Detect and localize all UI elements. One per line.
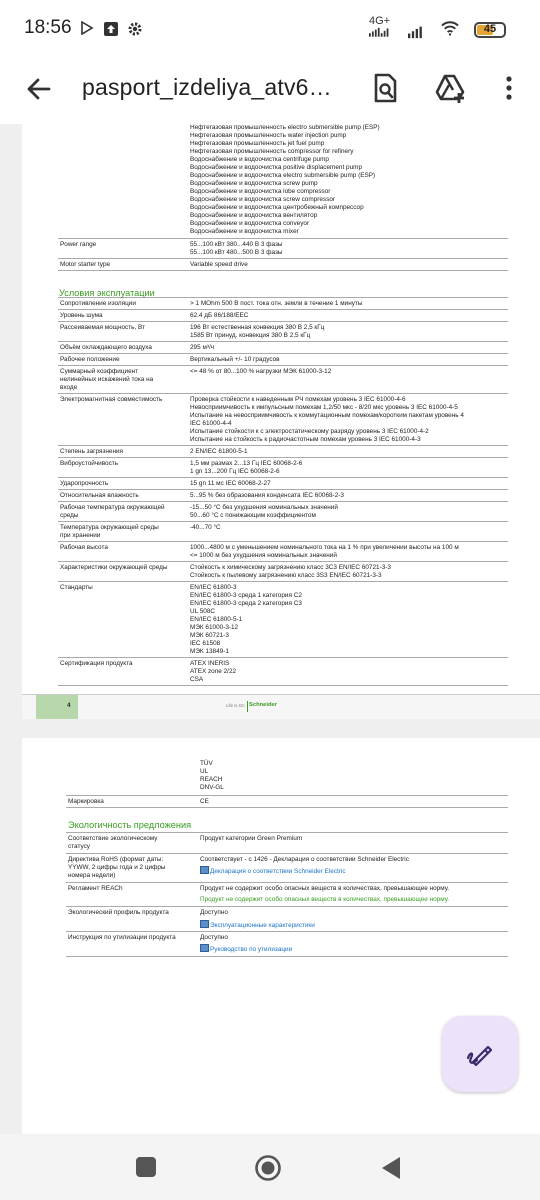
rohs-declaration-link-text: Декларация о соответствии Schneider Electric	[210, 868, 346, 875]
add-to-drive-icon[interactable]	[433, 70, 469, 106]
eco-row-3-green-note: Продукт не содержит особо опасных веществ в количествах, превышающее норму.	[200, 896, 450, 903]
signal-1-icon	[369, 24, 389, 40]
spec-value: 295 м³/ч	[190, 344, 215, 351]
document-link-icon	[200, 866, 209, 874]
spec-value: 55...100 кВт 380...440 В 3 фазы	[190, 241, 283, 248]
application-line: Нефтегазовая промышленность compressor for refinery	[190, 148, 354, 155]
eco-row-2-label-1: Директива RoHS (формат даты:	[68, 856, 164, 863]
battery-icon	[474, 22, 506, 38]
row-divider	[66, 882, 508, 883]
row-divider	[58, 685, 508, 686]
spec-value: Испытание на стойкость к радиочастотным помехам уровень 3 IEC 61000-4-3	[190, 436, 421, 443]
spec-value: Вертикальный +/- 10 градусов	[190, 356, 280, 363]
spec-value: МЭК 61000-3-12	[190, 624, 239, 631]
spec-label: Motor starter type	[60, 261, 111, 268]
spec-label: Сертификация продукта	[60, 660, 133, 667]
spec-value: Испытание стойкости к с электростатическому разряду уровень 3 IEC 61000-4-2	[190, 428, 429, 435]
spec-label: Сопротивление изоляции	[60, 300, 136, 307]
spec-value: 62.4 дБ 86/188/EEC	[190, 312, 249, 319]
eco-row-4-value: Доступно	[200, 909, 228, 916]
row-divider	[58, 258, 508, 259]
spec-label: Рабочая температура окружающей	[60, 504, 165, 511]
spec-value: ATEX INERIS	[190, 660, 230, 667]
spec-value: Проверка стойкости к наведенным РЧ помехам уровень 3 IEC 61000-4-6	[190, 396, 406, 403]
spec-label: Характеристики окружающей среды	[60, 564, 168, 571]
spec-value: 196 Вт естественная конвекция 380 В 2,5 кГц	[190, 324, 325, 331]
row-divider	[58, 321, 508, 322]
row-divider	[58, 270, 508, 271]
row-divider	[58, 309, 508, 310]
row-divider	[58, 457, 508, 458]
spec-value: ATEX zone 2/22	[190, 668, 237, 675]
recycling-guide-link-text: Руководство по утилизации	[210, 946, 293, 953]
row-divider	[58, 521, 508, 522]
spec-value: 50...60 °C с понижающим коэффициентом	[190, 512, 316, 519]
spec-label: Относительная влажность	[60, 492, 139, 499]
spec-label: Рабочее положение	[60, 356, 120, 363]
signal-2-icon	[408, 24, 428, 40]
spec-value: 2 EN/IEC 61800-5-1	[190, 448, 248, 455]
certification-line: REACH	[200, 776, 223, 783]
spec-value: 1,5 мм размах 2...13 Гц IEC 60068-2-6	[190, 460, 303, 467]
pdf-viewer[interactable]	[0, 124, 540, 1134]
application-line: Водоснабжение и водоочистка вентилятор	[190, 212, 318, 219]
spec-value: Испытание на невосприимчивость к коммутационным помехам/коротким пакетам уровень 4	[190, 412, 464, 419]
eco-profile-link-text: Эксплуатационные характеристики	[210, 922, 315, 929]
spec-value: Невосприимчивость к импульсным помехам 1,2/50 мкс - 8/20 мкс уровень 3 IEC 61000-4-5	[190, 404, 458, 411]
system-nav-bar	[0, 1134, 540, 1200]
row-divider	[66, 795, 508, 796]
spec-value: <= 1000 м без ухудшения номинальных значений	[190, 552, 337, 559]
page-footer	[22, 694, 540, 719]
spec-label: входе	[60, 384, 78, 391]
settings-notification-icon	[127, 21, 143, 37]
eco-profile-link[interactable]	[200, 920, 315, 929]
spec-value: МЭК 13849-1	[190, 648, 229, 655]
application-line: Нефтегазовая промышленность electro submersible pump (ESP)	[190, 124, 380, 131]
certification-line: UL	[200, 768, 209, 775]
eco-row-1-label-1: Соответствие экологическому	[68, 835, 158, 842]
spec-value: > 1 MOhm 500 В пост. тока отн. земли в течение 1 минуты	[190, 300, 363, 307]
back-arrow-icon[interactable]	[22, 72, 56, 106]
spec-value: IEC 61508	[190, 640, 221, 647]
eco-row-2-label-3: номера недели)	[68, 872, 116, 879]
spec-label: Объём охлаждающего воздуха	[60, 344, 152, 351]
battery-level: 45	[483, 23, 497, 35]
home-icon[interactable]	[254, 1154, 282, 1182]
row-divider	[58, 581, 508, 582]
application-line: Водоснабжение и водоочистка centrifuge pump	[190, 156, 329, 163]
life-is-on-slogan: Life is On	[226, 703, 245, 708]
spec-value: IEC 61000-4-4	[190, 420, 232, 427]
pdf-page-4	[22, 124, 540, 718]
application-line: Водоснабжение и водоочистка screw compressor	[190, 196, 335, 203]
row-divider	[66, 956, 508, 957]
eco-row-5-label: Инструкция по утилизации продукта	[68, 934, 176, 941]
spec-label: Температура окружающей среды	[60, 524, 159, 531]
application-line: Водоснабжение и водоочистка positive displacement pump	[190, 164, 363, 171]
eco-row-1-label-2: статусу	[68, 843, 90, 850]
application-line: Водоснабжение и водоочистка mixer	[190, 228, 299, 235]
spec-value: 5...95 % без образования конденсата IEC 60068-2-3	[190, 492, 344, 499]
spec-label: Power range	[60, 241, 97, 248]
eco-row-3-label: Регламент REACh	[68, 885, 123, 892]
spec-label: Ударопрочность	[60, 480, 109, 487]
row-divider	[58, 445, 508, 446]
row-divider	[58, 341, 508, 342]
eco-row-3-value: Продукт не содержит особо опасных веществ в количествах, превышающее норму.	[200, 885, 450, 892]
spec-value: Variable speed drive	[190, 261, 248, 268]
wifi-icon	[440, 20, 460, 36]
page-number: 4	[67, 702, 71, 709]
section-title-operating-conditions: Условия эксплуатации	[59, 288, 155, 298]
spec-value: Стойкость к пылевому загрязнению класс 3S3 EN/IEC 60721-3-3	[190, 572, 382, 579]
spec-value: -40...70 °C	[190, 524, 221, 531]
page-number-box	[36, 695, 78, 719]
row-divider	[58, 489, 508, 490]
status-bar	[0, 0, 540, 60]
pen-annotate-icon	[464, 1038, 496, 1070]
status-time: 18:56	[24, 17, 72, 38]
eco-row-5-value: Доступно	[200, 934, 228, 941]
spec-label: Суммарный коэффициент	[60, 368, 139, 375]
certification-line: DNV-GL	[200, 784, 224, 791]
application-line: Нефтегазовая промышленность water injection pump	[190, 132, 347, 139]
document-link-icon	[200, 920, 209, 928]
row-divider	[66, 906, 508, 907]
row-divider	[58, 353, 508, 354]
row-divider	[66, 931, 508, 932]
spec-label: Электромагнитная совместимость	[60, 396, 163, 403]
row-divider	[58, 238, 508, 239]
spec-value: 1000...4800 м с уменьшением номинального тока на 1 % при увеличении высоты на 100 м	[190, 544, 459, 551]
app-bar	[0, 60, 540, 124]
spec-value: Стойкость к химическому загрязнению класс 3C3 EN/IEC 60721-3-3	[190, 564, 391, 571]
spec-value: <= 48 % от 80...100 % нагрузки МЭК 61000-3-12	[190, 368, 332, 375]
spec-label: при хранении	[60, 532, 101, 539]
application-line: Водоснабжение и водоочистка lobe compressor	[190, 188, 331, 195]
eco-row-1-value: Продукт категории Green Premium	[200, 835, 303, 842]
network-type: 4G+	[369, 15, 391, 27]
document-link-icon	[200, 944, 209, 952]
annotate-fab[interactable]	[442, 1016, 518, 1092]
spec-label: нелинейных искажений тока на	[60, 376, 154, 383]
spec-value: 15 gn 11 мс IEC 60068-2-27	[190, 480, 271, 487]
find-in-page-icon[interactable]	[367, 70, 403, 106]
eco-row-2-value: Соответствует - с 1426 - Декларация о соответствии Schneider Electric	[200, 856, 409, 863]
logo-separator	[247, 701, 248, 712]
row-divider	[66, 853, 508, 854]
spec-value: CSA	[190, 676, 204, 683]
spec-value: 55...100 кВт 480...500 В 3 фазы	[190, 249, 283, 256]
spec-value: 1 gn 13...200 Гц IEC 60068-2-6	[190, 468, 280, 475]
spec-value: EN/IEC 61800-3	[190, 584, 237, 591]
spec-value: EN/IEC 61800-5-1	[190, 616, 243, 623]
document-title: pasport_izdeliya_atv6…	[82, 74, 332, 100]
row-divider	[58, 477, 508, 478]
more-options-icon[interactable]	[494, 70, 524, 106]
rohs-declaration-link[interactable]	[200, 866, 346, 875]
application-line: Водоснабжение и водоочистка electro submersible pump (ESP)	[190, 172, 376, 179]
spec-label: Рассеиваемая мощность, Вт	[60, 324, 146, 331]
spec-label: Степень загрязнения	[60, 448, 124, 455]
spec-label: среды	[60, 512, 79, 519]
row-divider	[58, 365, 508, 366]
row-divider	[58, 657, 508, 658]
certification-line: TÜV	[200, 760, 213, 767]
application-line: Водоснабжение и водоочистка центробежный компрессор	[190, 204, 364, 211]
spec-label: Уровень шума	[60, 312, 103, 319]
recent-apps-icon[interactable]	[135, 1156, 157, 1178]
upload-notification-icon	[103, 21, 119, 37]
row-divider	[66, 832, 508, 833]
eco-row-4-label: Экологический профиль продукта	[68, 909, 169, 916]
section-title-ecology: Экологичность предложения	[68, 820, 192, 830]
eco-row-2-label-2: YYWW, 2 цифры года и 2 цифры	[68, 864, 166, 871]
application-line: Водоснабжение и водоочистка conveyor	[190, 220, 310, 227]
spec-value: EN/IEC 61800-3 среда 1 категория C2	[190, 592, 302, 599]
row-divider	[58, 393, 508, 394]
row-divider	[58, 561, 508, 562]
spec-value: UL 508C	[190, 608, 215, 615]
schneider-logo: Schneider	[249, 702, 278, 708]
spec-label: Стандарты	[60, 584, 93, 591]
row-divider	[58, 541, 508, 542]
row-divider	[58, 501, 508, 502]
spec-value: -15...50 °C без ухудшения номинальных значений	[190, 504, 338, 511]
marking-label: Маркировка	[68, 798, 104, 805]
spec-label: Виброустойчивость	[60, 460, 119, 467]
application-line: Водоснабжение и водоочистка screw pump	[190, 180, 318, 187]
spec-label: Рабочая высота	[60, 544, 108, 551]
marking-value: CE	[200, 798, 209, 805]
spec-value: МЭК 60721-3	[190, 632, 229, 639]
recycling-guide-link[interactable]	[200, 944, 292, 953]
play-store-notification-icon	[80, 21, 94, 35]
spec-value: EN/IEC 61800-3 среда 2 категория C3	[190, 600, 302, 607]
spec-value: 1585 Вт принуд. конвекция 380 В 2,5 кГц	[190, 332, 311, 339]
row-divider	[66, 807, 508, 808]
application-line: Нефтегазовая промышленность jet fuel pump	[190, 140, 325, 147]
back-triangle-icon[interactable]	[379, 1155, 403, 1181]
